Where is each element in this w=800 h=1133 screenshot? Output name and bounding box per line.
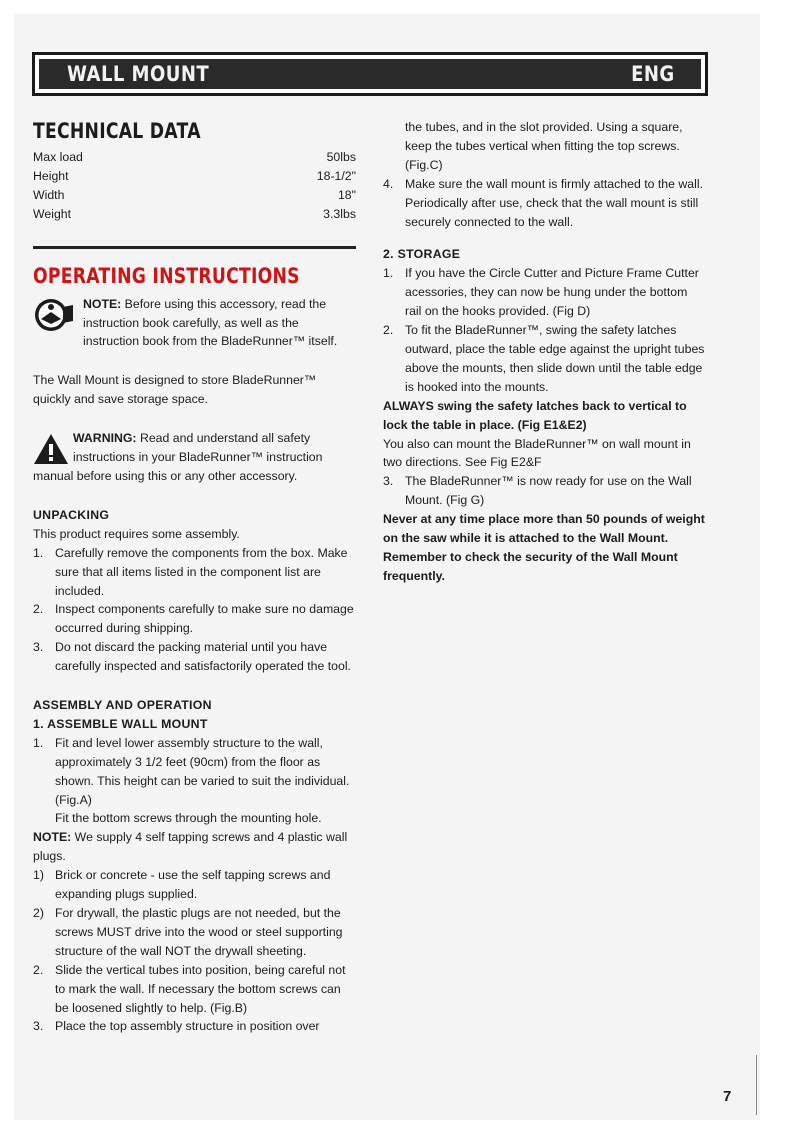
storage-list-final [383, 472, 705, 510]
margin-line [756, 1055, 757, 1115]
tech-row [33, 148, 356, 167]
list-item: 1) Brick or concrete - use the self tapping screws and expanding plugs supplied. [33, 868, 331, 902]
unpacking-intro: This product requires some assembly. [33, 526, 240, 541]
language-tag: ENG [631, 62, 675, 86]
section-divider [33, 246, 356, 249]
storage-heading: 2. STORAGE [383, 247, 461, 262]
tech-row [33, 186, 356, 205]
list-item: 3. Do not discard the packing material until you have carefully inspected and satisfactorily operated the tool. [33, 640, 351, 674]
storage-list [383, 264, 705, 396]
tech-value: 50lbs [326, 150, 356, 164]
assembly-extra: Fit the bottom screws through the mounting hole. [55, 811, 322, 826]
page-number: 7 [723, 1088, 732, 1105]
list-item: 2. To fit the BladeRunner™, swing the safety latches outward, place the table edge against the upright tubes above the mounts, then slide down until the table edge is hooked into the mounts. [383, 323, 705, 394]
continued-text: the tubes, and in the slot provided. Using a square, keep the tubes vertical when fitting the top screws. (Fig.C) [405, 120, 683, 172]
list-item: 2. Slide the vertical tubes into position, being careful not to mark the wall. If necessary the bottom screws can be loosened slightly to help. (Fig.B) [33, 962, 346, 1015]
weight-warning: Never at any time place more than 50 pounds of weight on the saw while it is attached to the Wall Mount. Remember to check the security of the Wall Mount frequently. [383, 512, 705, 583]
right-column [383, 118, 705, 586]
tech-row [33, 205, 356, 224]
warning-block [33, 429, 356, 486]
assembly-note: NOTE: We supply 4 self tapping screws and 4 plastic wall plugs. [33, 830, 348, 864]
tech-label: Weight [33, 206, 72, 221]
list-item: 2) For drywall, the plastic plugs are not needed, but the screws MUST drive into the wood or steel supporting structure of the wall NOT the drywall sheeting. [33, 906, 343, 958]
list-item: 3. Place the top assembly structure in position over [33, 1019, 320, 1034]
tech-row [33, 167, 356, 186]
assembly-list [33, 734, 356, 810]
warning-label: WARNING: [73, 431, 137, 446]
tech-label: Max load [33, 150, 83, 164]
tech-label: Height [33, 168, 69, 183]
read-manual-icon [33, 297, 77, 333]
unpacking-heading: UNPACKING [33, 507, 110, 522]
assembly-heading: ASSEMBLY AND OPERATION [33, 698, 212, 713]
directions-text: You also can mount the BladeRunner™ on wall mount in two directions. See Fig E2&F [383, 436, 691, 470]
always-instruction: ALWAYS swing the safety latches back to vertical to lock the table in place. (Fig E1&E2) [383, 398, 687, 432]
header-bar [39, 59, 701, 89]
warning-text: Read and understand all safety instructions in your BladeRunner™ instruction manual before using this or any other accessory. [33, 431, 323, 483]
header-title: WALL MOUNT [67, 62, 210, 86]
note-label: NOTE: [83, 296, 122, 311]
tech-value: 3.3lbs [323, 206, 356, 221]
technical-data-table [33, 148, 356, 224]
header-banner [32, 52, 708, 96]
assembly-list-continued [383, 175, 705, 232]
list-item: 1. Carefully remove the components from the box. Make sure that all items listed in the component list are included. [33, 545, 348, 598]
list-item: 1. If you have the Circle Cutter and Picture Frame Cutter acessories, they can now be hung under the bottom rail on the hooks provided. (Fig D) [383, 266, 699, 319]
tech-label: Width [33, 187, 65, 202]
left-column [33, 118, 356, 1036]
tech-value: 18-1/2" [316, 168, 356, 183]
list-item: 4. Make sure the wall mount is firmly attached to the wall. Periodically after use, check that the wall mount is still securely connected to the wall. [383, 176, 703, 229]
list-item: 1. Fit and level lower assembly structure to the wall, approximately 3 1/2 feet (90cm) from the floor as shown. This height can be varied to suit the individual. (Fig.A) [33, 735, 350, 807]
unpacking-list [33, 544, 356, 676]
technical-data-heading: TECHNICAL DATA [33, 119, 201, 143]
assembly-subheading: 1. ASSEMBLE WALL MOUNT [33, 716, 208, 731]
note-block [33, 295, 356, 352]
tech-value: 18" [337, 187, 356, 202]
note-text: Before using this accessory, read the instruction book carefully, as well as the instruction book from the BladeRunner™ itself. [83, 296, 338, 349]
wall-type-list [33, 866, 356, 1036]
intro-paragraph: The Wall Mount is designed to store BladeRunner™ quickly and save storage space. [33, 373, 317, 407]
warning-triangle-icon [33, 433, 69, 465]
list-item: 3. The BladeRunner™ is now ready for use on the Wall Mount. (Fig G) [383, 474, 692, 508]
operating-instructions-heading: OPERATING INSTRUCTIONS [33, 263, 300, 288]
list-item: 2. Inspect components carefully to make sure no damage occurred during shipping. [33, 602, 354, 636]
